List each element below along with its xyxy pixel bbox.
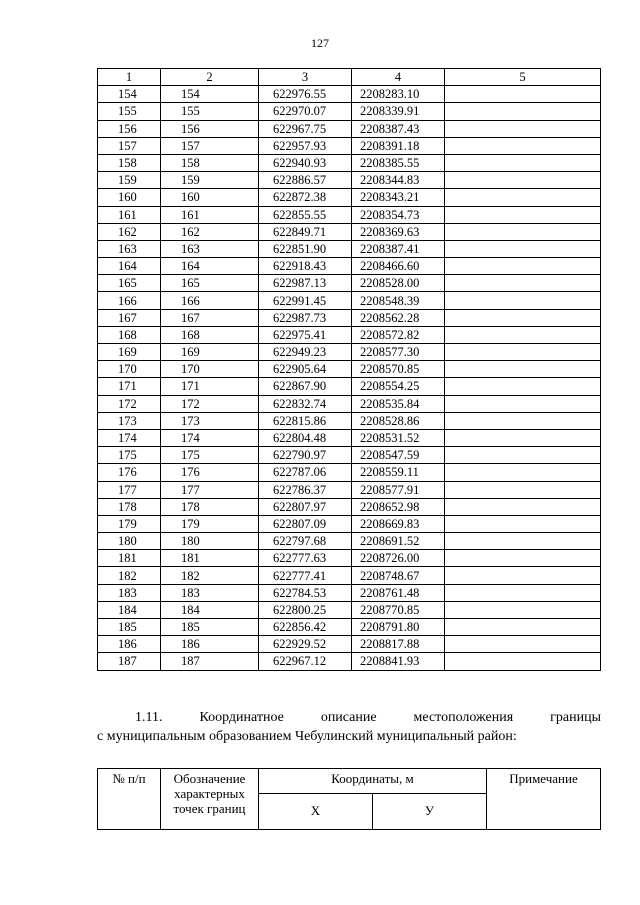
table-row	[98, 240, 601, 257]
table-row	[98, 619, 601, 636]
next-table-header	[97, 768, 601, 830]
section-word: описание	[320, 710, 377, 725]
table-row	[98, 120, 601, 137]
cell-point-code: 178	[161, 498, 259, 515]
cell-y-coordinate: 2208577.30	[352, 344, 445, 361]
table-row	[98, 498, 601, 515]
cell-y-coordinate: 2208554.25	[352, 378, 445, 395]
cell-note	[445, 533, 601, 550]
cell-y-coordinate: 2208528.86	[352, 412, 445, 429]
cell-x-coordinate: 622929.52	[259, 636, 352, 653]
cell-point-code: 185	[161, 619, 259, 636]
table-row	[98, 533, 601, 550]
cell-note	[445, 395, 601, 412]
column-header: 1	[98, 69, 161, 86]
cell-point-number: 177	[98, 481, 161, 498]
section-heading-line1	[97, 710, 601, 726]
cell-point-number: 162	[98, 223, 161, 240]
cell-note	[445, 550, 601, 567]
column-header: 4	[352, 69, 445, 86]
cell-note	[445, 515, 601, 532]
cell-point-code: 163	[161, 240, 259, 257]
section-number: 1.11.	[135, 710, 163, 725]
cell-point-code: 187	[161, 653, 259, 670]
cell-note	[445, 619, 601, 636]
cell-x-coordinate: 622800.25	[259, 601, 352, 618]
cell-x-coordinate: 622976.55	[259, 86, 352, 103]
cell-x-coordinate: 622970.07	[259, 103, 352, 120]
header-x: Х	[259, 793, 373, 829]
cell-note	[445, 481, 601, 498]
header-coordinates: Координаты, м	[259, 769, 487, 794]
cell-point-code: 182	[161, 567, 259, 584]
cell-point-number: 178	[98, 498, 161, 515]
cell-x-coordinate: 622886.57	[259, 172, 352, 189]
cell-point-number: 161	[98, 206, 161, 223]
cell-point-number: 179	[98, 515, 161, 532]
table-header-row	[98, 69, 601, 86]
cell-y-coordinate: 2208385.55	[352, 154, 445, 171]
cell-note	[445, 464, 601, 481]
table-row	[98, 206, 601, 223]
cell-y-coordinate: 2208748.67	[352, 567, 445, 584]
cell-point-code: 176	[161, 464, 259, 481]
cell-point-number: 175	[98, 447, 161, 464]
cell-note	[445, 120, 601, 137]
table-row	[98, 464, 601, 481]
cell-point-number: 163	[98, 240, 161, 257]
cell-y-coordinate: 2208559.11	[352, 464, 445, 481]
cell-x-coordinate: 622949.23	[259, 344, 352, 361]
cell-x-coordinate: 622867.90	[259, 378, 352, 395]
cell-y-coordinate: 2208577.91	[352, 481, 445, 498]
cell-y-coordinate: 2208531.52	[352, 429, 445, 446]
cell-note	[445, 567, 601, 584]
cell-x-coordinate: 622777.63	[259, 550, 352, 567]
table-row	[98, 378, 601, 395]
cell-point-code: 166	[161, 292, 259, 309]
table-row	[98, 653, 601, 670]
cell-note	[445, 584, 601, 601]
cell-point-number: 173	[98, 412, 161, 429]
cell-point-code: 170	[161, 361, 259, 378]
cell-point-code: 181	[161, 550, 259, 567]
cell-y-coordinate: 2208343.21	[352, 189, 445, 206]
cell-point-code: 175	[161, 447, 259, 464]
cell-point-code: 183	[161, 584, 259, 601]
cell-note	[445, 172, 601, 189]
table-row	[98, 292, 601, 309]
header-point-number: № п/п	[98, 769, 161, 830]
cell-note	[445, 137, 601, 154]
cell-x-coordinate: 622975.41	[259, 326, 352, 343]
cell-y-coordinate: 2208570.85	[352, 361, 445, 378]
cell-x-coordinate: 622987.73	[259, 309, 352, 326]
cell-note	[445, 326, 601, 343]
header-point-designation: Обозначение характерных точек границ	[161, 769, 259, 830]
table-row	[98, 636, 601, 653]
cell-note	[445, 292, 601, 309]
cell-point-number: 172	[98, 395, 161, 412]
cell-note	[445, 309, 601, 326]
cell-x-coordinate: 622957.93	[259, 137, 352, 154]
cell-point-number: 160	[98, 189, 161, 206]
cell-x-coordinate: 622872.38	[259, 189, 352, 206]
cell-x-coordinate: 622849.71	[259, 223, 352, 240]
table-row	[98, 601, 601, 618]
header-note: Примечание	[487, 769, 601, 830]
coordinates-table	[97, 68, 601, 671]
table-row	[98, 584, 601, 601]
cell-point-code: 154	[161, 86, 259, 103]
cell-x-coordinate: 622856.42	[259, 619, 352, 636]
cell-point-number: 174	[98, 429, 161, 446]
table-row	[98, 344, 601, 361]
cell-y-coordinate: 2208726.00	[352, 550, 445, 567]
cell-x-coordinate: 622790.97	[259, 447, 352, 464]
column-header: 2	[161, 69, 259, 86]
table-row	[98, 515, 601, 532]
table-row	[98, 429, 601, 446]
cell-point-number: 167	[98, 309, 161, 326]
cell-point-code: 177	[161, 481, 259, 498]
cell-point-number: 166	[98, 292, 161, 309]
table-row	[98, 412, 601, 429]
cell-point-number: 185	[98, 619, 161, 636]
cell-point-code: 184	[161, 601, 259, 618]
cell-note	[445, 240, 601, 257]
cell-point-code: 156	[161, 120, 259, 137]
cell-point-code: 160	[161, 189, 259, 206]
cell-point-code: 174	[161, 429, 259, 446]
cell-y-coordinate: 2208466.60	[352, 258, 445, 275]
table-row	[98, 481, 601, 498]
cell-note	[445, 154, 601, 171]
table-row	[98, 447, 601, 464]
cell-y-coordinate: 2208841.93	[352, 653, 445, 670]
cell-x-coordinate: 622787.06	[259, 464, 352, 481]
table-row	[98, 223, 601, 240]
cell-point-number: 187	[98, 653, 161, 670]
cell-point-code: 159	[161, 172, 259, 189]
cell-point-code: 169	[161, 344, 259, 361]
cell-point-number: 181	[98, 550, 161, 567]
cell-x-coordinate: 622991.45	[259, 292, 352, 309]
table-row	[98, 189, 601, 206]
cell-y-coordinate: 2208669.83	[352, 515, 445, 532]
cell-point-number: 169	[98, 344, 161, 361]
table-body	[98, 86, 601, 670]
cell-note	[445, 103, 601, 120]
cell-point-code: 165	[161, 275, 259, 292]
cell-x-coordinate: 622777.41	[259, 567, 352, 584]
cell-point-code: 158	[161, 154, 259, 171]
cell-point-number: 183	[98, 584, 161, 601]
cell-note	[445, 447, 601, 464]
cell-point-number: 186	[98, 636, 161, 653]
cell-y-coordinate: 2208387.41	[352, 240, 445, 257]
cell-point-number: 156	[98, 120, 161, 137]
cell-point-code: 162	[161, 223, 259, 240]
cell-x-coordinate: 622807.09	[259, 515, 352, 532]
table-row	[98, 361, 601, 378]
cell-x-coordinate: 622967.75	[259, 120, 352, 137]
section-heading-line2: с муниципальным образованием Чебулинский муниципальный район:	[97, 729, 517, 744]
cell-y-coordinate: 2208572.82	[352, 326, 445, 343]
header-y: У	[373, 793, 487, 829]
cell-x-coordinate: 622832.74	[259, 395, 352, 412]
cell-point-number: 155	[98, 103, 161, 120]
cell-point-number: 180	[98, 533, 161, 550]
cell-x-coordinate: 622851.90	[259, 240, 352, 257]
cell-note	[445, 361, 601, 378]
cell-x-coordinate: 622987.13	[259, 275, 352, 292]
cell-y-coordinate: 2208791.80	[352, 619, 445, 636]
table-row	[98, 275, 601, 292]
cell-point-number: 154	[98, 86, 161, 103]
cell-y-coordinate: 2208547.59	[352, 447, 445, 464]
cell-y-coordinate: 2208548.39	[352, 292, 445, 309]
cell-x-coordinate: 622804.48	[259, 429, 352, 446]
cell-x-coordinate: 622784.53	[259, 584, 352, 601]
cell-x-coordinate: 622797.68	[259, 533, 352, 550]
cell-note	[445, 223, 601, 240]
cell-note	[445, 412, 601, 429]
cell-note	[445, 498, 601, 515]
cell-point-code: 164	[161, 258, 259, 275]
table-row	[98, 154, 601, 171]
cell-note	[445, 344, 601, 361]
cell-point-number: 171	[98, 378, 161, 395]
cell-note	[445, 258, 601, 275]
table-row	[98, 258, 601, 275]
column-header: 5	[445, 69, 601, 86]
cell-point-code: 155	[161, 103, 259, 120]
table-row	[98, 567, 601, 584]
table-row	[98, 86, 601, 103]
cell-y-coordinate: 2208817.88	[352, 636, 445, 653]
cell-point-code: 167	[161, 309, 259, 326]
cell-point-number: 157	[98, 137, 161, 154]
page-number: 127	[311, 36, 329, 50]
cell-y-coordinate: 2208354.73	[352, 206, 445, 223]
cell-y-coordinate: 2208528.00	[352, 275, 445, 292]
cell-y-coordinate: 2208344.83	[352, 172, 445, 189]
cell-y-coordinate: 2208391.18	[352, 137, 445, 154]
cell-y-coordinate: 2208562.28	[352, 309, 445, 326]
cell-y-coordinate: 2208652.98	[352, 498, 445, 515]
cell-x-coordinate: 622940.93	[259, 154, 352, 171]
cell-point-code: 161	[161, 206, 259, 223]
cell-y-coordinate: 2208283.10	[352, 86, 445, 103]
cell-point-number: 164	[98, 258, 161, 275]
cell-point-number: 184	[98, 601, 161, 618]
cell-y-coordinate: 2208339.91	[352, 103, 445, 120]
cell-note	[445, 601, 601, 618]
cell-y-coordinate: 2208387.43	[352, 120, 445, 137]
cell-x-coordinate: 622967.12	[259, 653, 352, 670]
cell-note	[445, 189, 601, 206]
cell-x-coordinate: 622807.97	[259, 498, 352, 515]
table-row	[98, 103, 601, 120]
cell-point-code: 179	[161, 515, 259, 532]
table-row	[98, 326, 601, 343]
cell-point-number: 158	[98, 154, 161, 171]
column-header: 3	[259, 69, 352, 86]
cell-x-coordinate: 622815.86	[259, 412, 352, 429]
cell-x-coordinate: 622918.43	[259, 258, 352, 275]
cell-note	[445, 429, 601, 446]
cell-note	[445, 86, 601, 103]
cell-y-coordinate: 2208535.84	[352, 395, 445, 412]
cell-note	[445, 275, 601, 292]
cell-y-coordinate: 2208770.85	[352, 601, 445, 618]
cell-point-number: 182	[98, 567, 161, 584]
cell-point-number: 159	[98, 172, 161, 189]
cell-point-code: 171	[161, 378, 259, 395]
cell-y-coordinate: 2208761.48	[352, 584, 445, 601]
cell-x-coordinate: 622855.55	[259, 206, 352, 223]
cell-point-number: 176	[98, 464, 161, 481]
cell-note	[445, 653, 601, 670]
table-row	[98, 172, 601, 189]
cell-y-coordinate: 2208691.52	[352, 533, 445, 550]
table-row	[98, 309, 601, 326]
cell-note	[445, 636, 601, 653]
cell-x-coordinate: 622786.37	[259, 481, 352, 498]
table-row	[98, 395, 601, 412]
cell-x-coordinate: 622905.64	[259, 361, 352, 378]
cell-note	[445, 206, 601, 223]
section-word: границы	[550, 710, 601, 725]
cell-point-code: 168	[161, 326, 259, 343]
cell-y-coordinate: 2208369.63	[352, 223, 445, 240]
section-word: Координатное	[199, 710, 284, 725]
cell-point-code: 180	[161, 533, 259, 550]
cell-point-code: 157	[161, 137, 259, 154]
cell-point-number: 168	[98, 326, 161, 343]
cell-point-code: 186	[161, 636, 259, 653]
cell-point-number: 170	[98, 361, 161, 378]
table-row	[98, 137, 601, 154]
cell-point-code: 173	[161, 412, 259, 429]
cell-note	[445, 378, 601, 395]
section-word: местоположения	[413, 710, 514, 725]
table-row	[98, 550, 601, 567]
cell-point-code: 172	[161, 395, 259, 412]
cell-point-number: 165	[98, 275, 161, 292]
